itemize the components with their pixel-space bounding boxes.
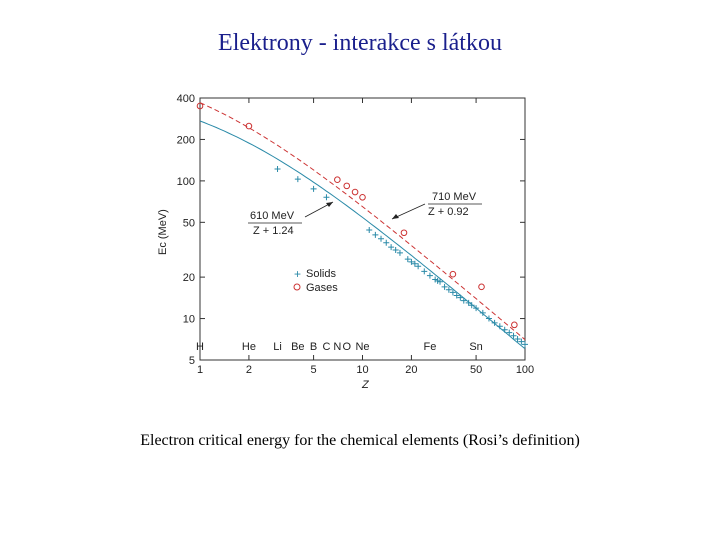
element-label: N xyxy=(333,341,342,353)
fit-curve xyxy=(200,121,525,349)
solid-point xyxy=(295,176,301,182)
solid-point xyxy=(311,186,317,192)
legend-label-solids: Solids xyxy=(306,268,336,280)
critical-energy-chart xyxy=(150,85,550,395)
fit-arrowhead-solids xyxy=(326,202,333,207)
x-tick-label: 10 xyxy=(356,364,369,376)
y-tick-label: 400 xyxy=(176,93,195,105)
gas-point xyxy=(352,189,358,195)
element-label: Sn xyxy=(469,341,483,353)
x-tick-label: 2 xyxy=(245,364,252,376)
data-points xyxy=(197,103,528,347)
solid-point xyxy=(397,250,403,256)
fit-annotation-gases xyxy=(392,191,482,219)
x-tick-label: 20 xyxy=(405,364,418,376)
solid-point xyxy=(405,256,411,262)
legend xyxy=(294,267,338,294)
y-tick-label: 5 xyxy=(188,355,195,367)
y-tick-label: 200 xyxy=(176,134,195,147)
element-labels xyxy=(196,341,483,353)
solid-point xyxy=(323,194,329,200)
fit-annotation-solids xyxy=(248,202,333,237)
solid-point xyxy=(388,244,394,250)
x-tick-label: 5 xyxy=(310,364,317,376)
solid-point xyxy=(383,240,389,246)
solid-point xyxy=(378,236,384,242)
y-tick-label: 10 xyxy=(182,313,195,326)
element-label: Li xyxy=(273,341,282,353)
solid-point xyxy=(506,330,512,336)
legend-label-gases: Gases xyxy=(306,282,338,294)
gas-point xyxy=(360,194,366,200)
solid-point xyxy=(421,268,427,274)
gas-point xyxy=(401,230,407,236)
solid-point xyxy=(442,284,448,290)
element-label: He xyxy=(241,341,256,353)
element-label: O xyxy=(342,341,352,353)
element-label: B xyxy=(309,341,318,353)
x-tick-label: 100 xyxy=(515,364,535,376)
element-label: C xyxy=(322,341,331,353)
y-tick-label: 20 xyxy=(182,272,195,285)
legend-marker-gases xyxy=(294,284,300,290)
gas-point xyxy=(450,271,456,277)
x-axis-label: Z xyxy=(362,379,369,391)
y-axis-label: Ec (MeV) xyxy=(157,209,169,255)
gas-point xyxy=(512,322,518,328)
axis-ticks xyxy=(177,93,535,376)
fit-label-gases-denominator: Z + 0.92 xyxy=(428,206,469,218)
gas-point xyxy=(335,177,341,183)
legend-marker-solids: + xyxy=(294,267,302,281)
gas-point xyxy=(344,183,350,189)
solid-point xyxy=(366,227,372,233)
plot-frame xyxy=(200,98,525,360)
element-label: Ne xyxy=(355,341,370,353)
x-tick-label: 1 xyxy=(196,364,204,376)
figure-caption: Electron critical energy for the chemical elements (Rosi’s definition) xyxy=(140,432,580,449)
slide-title: Elektrony - interakce s látkou xyxy=(218,30,502,56)
fit-curve xyxy=(200,103,525,340)
fit-label-solids-denominator: Z + 1.24 xyxy=(253,225,294,237)
solid-point xyxy=(393,247,399,253)
gas-point xyxy=(479,284,485,290)
y-tick-label: 50 xyxy=(182,217,195,230)
fit-label-gases-numerator: 710 MeV xyxy=(432,191,477,203)
x-tick-label: 50 xyxy=(469,364,483,376)
element-label: Fe xyxy=(423,341,437,353)
fit-lines xyxy=(200,103,525,349)
solid-point xyxy=(372,232,378,238)
y-tick-label: 100 xyxy=(176,175,195,188)
fit-label-solids-numerator: 610 MeV xyxy=(250,210,295,222)
solid-point xyxy=(427,273,433,279)
solid-point xyxy=(502,327,508,333)
solid-point xyxy=(275,166,281,172)
element-label: H xyxy=(196,341,204,353)
element-label: Be xyxy=(291,341,305,353)
solid-point xyxy=(497,323,503,329)
